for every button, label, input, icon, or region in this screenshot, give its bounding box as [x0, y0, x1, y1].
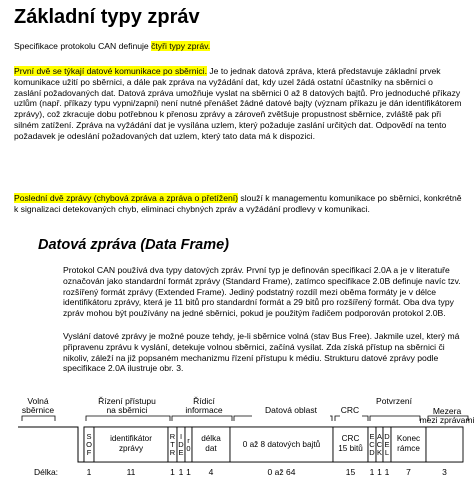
label-ack: A C K	[376, 432, 383, 457]
label-identifier: identifikátor zprávy	[110, 434, 152, 453]
page-title: Základní typy zpráv	[14, 6, 200, 28]
group-label-crc: CRC	[340, 405, 360, 415]
label-eof: Konec rámce	[396, 434, 421, 453]
length-rtr: 1	[170, 467, 175, 477]
length-interframe: 3	[442, 467, 447, 477]
label-del: D E L	[384, 432, 390, 457]
length-data: 0 až 64	[267, 467, 296, 477]
group-label-interframe: Mezera mezi zprávami	[419, 406, 474, 425]
paragraph1-text: Je to jednak datová zpráva, která představuje základní prvek komunikace užití po sběrnici, a dále pak zpráva na vyžádání dat, kdy uzel žádá ostatní účastníky na sběrnici o zaslání požadovaných dat. Datová zpráva umožňuje vyslat na sběrnici 0 až 8 datových bajtů. Pro jednoduché příkazy uzlům (např. příkazy typu vypni/zapni) není nutné přenášet žádné datové bajty (význam příkazu je dán identifikátorem zprávy), což zkracuje dobu potřebnou k přenosu zprávy a zároveň zvětšuje propustnost sběrnice, zvláště pak při silném zatížení. Zpráva na vyžádání dat je vysílána uzlem, který požaduje zaslání určitých dat. Odpovědí na tento požadavek je odeslání požadovaných dat uzlem, který tato data má k dispozici.	[14, 66, 462, 141]
length-crc: 15	[345, 467, 356, 477]
section-paragraph-2: Vyslání datové zprávy je možné pouze tehdy, je-li sběrnice volná (stav Bus Free). Jakmile uzel, který má připravenu zprávu k vyslání, detekuje volnou sběrnici, začíná vysílat. Zda získá přístup na sběrnici či nikoliv, záleží na již popsaném mechanizmu řízení přístupu k médiu. Strukturu datové zprávy podle specifikace 2.0A ilustruje obr. 3.	[63, 331, 460, 374]
label-ecd: E C D	[369, 432, 375, 457]
section-paragraph-1: Protokol CAN používá dva typy datových zpráv. První typ je definován specifikací 2.0A a je v literatuře označován jako standardní formát zprávy (Standard Frame), zatímco specifikace 2.0B definuje navíc tzv. rozšířený formát zprávy (Extended Frame). Jediný podstatný rozdíl mezi oběma formáty je v délce identifikátoru zprávy, která je 11 bitů pro standardní formát a 29 bitů pro rozšířený formát. Oba dva typy zpráv mohou být používány na jedné sběrnici, pokud je použitým řadičem podporován protokol 2.0B.	[63, 265, 461, 319]
field-interframe	[426, 427, 463, 462]
length-ecd: 1	[369, 467, 375, 477]
intro-paragraph	[14, 41, 462, 52]
label-rtr: R T R	[169, 432, 176, 457]
intro-text: Specifikace protokolu CAN definuje	[14, 41, 152, 51]
group-label-ack: Potvrzení	[376, 396, 412, 406]
paragraph2-highlight: Poslední dvě zprávy (chybová zpráva a zpráva o přetížení)	[14, 193, 239, 203]
paragraph-management	[14, 193, 462, 215]
label-r0: r 0	[186, 436, 191, 453]
label-crc: CRC 15 bitů	[338, 434, 363, 453]
group-brackets	[22, 416, 468, 421]
label-ide: I D E	[178, 432, 184, 457]
group-label-data-field: Datová oblast	[265, 405, 317, 415]
length-ack: 1	[377, 467, 382, 477]
length-r0: 1	[186, 467, 191, 477]
data-frame-diagram	[0, 394, 474, 495]
length-eof: 7	[406, 467, 411, 477]
length-del: 1	[384, 467, 390, 477]
length-row-label: Délka:	[33, 467, 59, 477]
paragraph2-text: slouží k managementu komunikace po sběrnici, konkrétně k signalizaci detekovaných chyb, eliminaci chybných zpráv a vyžádání prodlevy v komunikaci.	[14, 193, 462, 214]
label-data-bytes: 0 až 8 datových bajtů	[242, 440, 321, 449]
paragraph1-highlight: První dvě se týkají datové komunikace po sběrnici.	[14, 66, 207, 76]
section-title: Datová zpráva (Data Frame)	[38, 237, 229, 253]
label-dlc: délka dat	[201, 434, 221, 453]
paragraph-data-communication	[14, 66, 462, 142]
intro-highlight: čtyři typy zpráv.	[151, 41, 211, 51]
group-label-control: Řídicí informace	[185, 396, 223, 415]
label-sof: S O F	[86, 432, 92, 457]
group-label-arbitration: Řízení přístupu na sběrnici	[98, 396, 156, 415]
length-dlc: 4	[208, 467, 214, 477]
length-ide: 1	[178, 467, 184, 477]
length-sof: 1	[86, 467, 92, 477]
group-label-bus-free: Volná sběrnice	[21, 396, 55, 415]
length-identifier: 11	[126, 467, 136, 477]
